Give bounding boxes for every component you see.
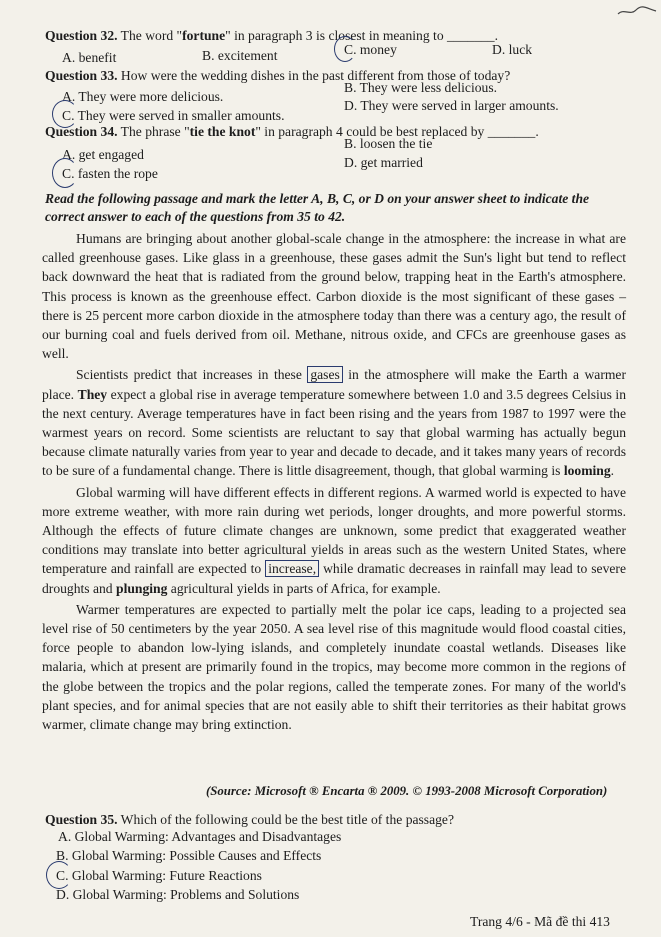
question-33-option-a: A. They were more delicious. [62, 89, 224, 104]
page-footer: Trang 4/6 - Mã đề thi 413 [470, 914, 610, 929]
answer-circle-mark [334, 36, 356, 62]
question-33-option-b: B. They were less delicious. [344, 80, 498, 95]
boxed-word-gases: gases [307, 366, 342, 383]
question-33-option-c: C. They were served in smaller amounts. [62, 108, 285, 123]
question-32-option-c: C. money [344, 42, 397, 57]
paragraph-1: Humans are bringing about another global-scale change in the atmosphere: the increase in what are called greenhouse gases. Like glass in a greenhouse, these gases admit the Sun's light but tend to reflect back downward the heat that is radiated from the ground below, trapping heat in the Earth's atmosphere. This process is known as the greenhouse effect. Carbon dioxide is the most significant of these gases – there is 25 percent more carbon dioxide in the atmosphere today than there was a century ago, the result of our burning coal and fuels derived from oil. Methane, nitrous oxide, and CFCs are greenhouse gases as well. [42, 231, 626, 362]
question-34-option-a: A. get engaged [62, 147, 144, 162]
question-35-stem: Question 35. Which of the following could be the best title of the passage? [45, 812, 454, 827]
question-34-option-d: D. get married [344, 155, 423, 170]
question-33-option-d: D. They were served in larger amounts. [344, 98, 559, 113]
answer-circle-mark [46, 861, 72, 889]
question-34-option-c: C. fasten the rope [62, 166, 158, 181]
question-33-stem: Question 33. How were the wedding dishes in the past different from those of today? [45, 68, 511, 83]
question-35-option-c: C. Global Warming: Future Reactions [56, 868, 262, 883]
question-32-option-d: D. luck [492, 42, 533, 57]
question-35-option-d: D. Global Warming: Problems and Solutions [56, 887, 300, 902]
pen-scribble-mark [616, 4, 658, 18]
boxed-word-increase: increase, [265, 560, 319, 577]
question-34-option-b: B. loosen the tie [344, 136, 433, 151]
passage-source: (Source: Microsoft ® Encarta ® 2009. © 1993-2008 Microsoft Corporation) [206, 784, 608, 798]
question-32-option-a: A. benefit [62, 50, 117, 65]
question-32-option-b: B. excitement [202, 48, 278, 63]
paragraph-2: Scientists predict that increases in these gases in the atmosphere will make the Earth a warmer place. They expect a global rise in average temperature somewhere between 1.0 and 3.5 degrees Celsius in the next century. Average temperatures have in fact been rising and the years from 1987 to 1997 were the warmest years on record. Some scientists are reluctant to say that global warming has actually begun because climate naturally varies from year to year and decade to decade, and it takes many years of records to be sure of a fundamental change. There is little disagreement, though, that global warming is looming. [42, 367, 626, 479]
question-34-stem: Question 34. The phrase "tie the knot" in paragraph 4 could be best replaced by _______. [45, 124, 539, 139]
reading-passage [42, 229, 626, 734]
paragraph-3: Global warming will have different effects in different regions. A warmed world is expected to have more extreme weather, with more rain during wet periods, longer droughts, and more powerful storms. Although the effects of future climate changes are unknown, some predict that exaggerated weather conditions may translate into better agricultural yields in areas such as the western United States, where temperature and rainfall are expected to increase, while dramatic decreases in rainfall may lead to severe droughts and plunging agricultural yields in parts of Africa, for example. [42, 484, 626, 596]
question-32-stem: Question 32. The word "fortune" in paragraph 3 is closest in meaning to _______. [45, 28, 498, 43]
paragraph-4: Warmer temperatures are expected to partially melt the polar ice caps, leading to a projected sea level rise of 50 centimeters by the year 2050. A sea level rise of this magnitude would flood coastal cities, force people to abandon low-lying islands, and completely inundate coastal wetlands. Diseases like malaria, which at present are primarily found in the tropics, may become more common in the regions of the globe between the tropics and the polar regions, called the temperate zones. For many of the world's plant species, and for animal species that are not easily able to shift their territories as their habitat grows warmer, climate change may bring extinction. [42, 601, 626, 733]
question-35-option-a: A. Global Warming: Advantages and Disadvantages [58, 829, 342, 844]
answer-circle-mark [52, 158, 78, 188]
section-instruction: Read the following passage and mark the letter A, B, C, or D on your answer sheet to indicate the correct answer to each of the questions from 35 to 42. [45, 191, 590, 224]
question-35-option-b: B. Global Warming: Possible Causes and Effects [56, 848, 322, 863]
